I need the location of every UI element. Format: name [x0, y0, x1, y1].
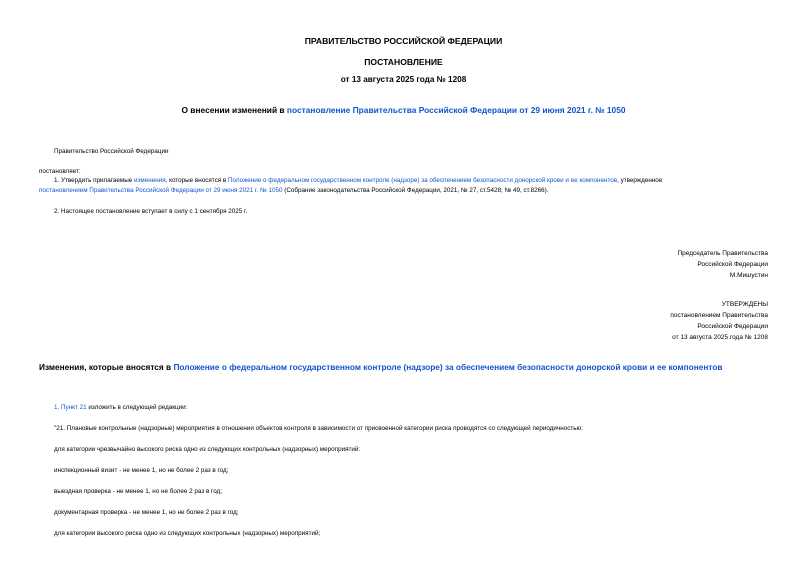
item-1-text-b: , которые вносятся в: [165, 177, 229, 184]
item-1-text-c: , утвержденное: [617, 177, 663, 184]
document-type: ПОСТАНОВЛЕНИЕ: [364, 57, 443, 67]
approval-line-4: от 13 августа 2025 года № 1208: [672, 334, 768, 341]
paragraph-inspection-visit: инспекционный визит - не менее 1, но не более 2 раз в год;: [54, 467, 229, 474]
resolution-1050-link[interactable]: постановление Правительства Российской Федерации от 29 июня 2021 г. № 1050: [286, 105, 626, 115]
item-1-line-2: [39, 186, 548, 195]
signature-country: Российской Федерации: [697, 261, 768, 268]
item-1-text-d: (Собрание законодательства Российской Федерации, 2021, № 27, ст.5428; № 49, ст.8266).: [282, 187, 549, 194]
changes-title: [39, 362, 723, 372]
paragraph-document-inspection: документарная проверка - не менее 1, но не более 2 раз в год;: [54, 509, 239, 516]
item-1-line-1: [54, 176, 662, 185]
point-21-link[interactable]: Пункт 21: [61, 404, 87, 411]
change-item-1: [54, 403, 187, 412]
resolves-line: постановляет:: [39, 168, 81, 175]
approval-block: [670, 299, 768, 343]
paragraph-field-inspection: выездная проверка - не менее 1, но не более 2 раз в год;: [54, 488, 222, 495]
change-item-1-text: изложить в следующей редакции:: [86, 404, 188, 411]
approval-line-2: постановлением Правительства: [670, 312, 768, 319]
changes-link[interactable]: изменения: [134, 177, 166, 184]
paragraph-extreme-risk: для категории чрезвычайно высокого риска одно из следующих контрольных (надзорных) мероприятий:: [54, 446, 361, 453]
document-date-number: от 13 августа 2025 года № 1208: [340, 75, 467, 84]
government-heading: ПРАВИТЕЛЬСТВО РОССИЙСКОЙ ФЕДЕРАЦИИ: [304, 36, 503, 46]
document-title-text: О внесении изменений в: [181, 105, 287, 115]
resolution-1050-ref-link[interactable]: постановлением Правительства Российской Федерации от 29 июня 2021 г. № 1050: [39, 187, 283, 194]
approval-heading: УТВЕРЖДЕНЫ: [721, 301, 768, 308]
item-2: 2. Настоящее постановление вступает в силу с 1 сентября 2025 г.: [54, 208, 248, 215]
paragraph-high-risk: для категории высокого риска одно из следующих контрольных (надзорных) мероприятий;: [54, 530, 321, 537]
changes-regulation-link[interactable]: Положение о федеральном государственном контроле (надзоре) за обеспечением безопасности донорской крови и ее компонентов: [173, 362, 723, 372]
changes-title-text: Изменения, которые вносятся в: [39, 362, 174, 372]
signature-position: Председатель Правительства: [677, 250, 768, 257]
document-title: [0, 105, 807, 115]
change-item-number: 1.: [54, 404, 62, 411]
item-1-text-a: 1. Утвердить прилагаемые: [54, 177, 134, 184]
signature-block: [677, 248, 768, 281]
paragraph-21: "21. Плановые контрольные (надзорные) мероприятия в отношении объектов контроля в зависимости от присвоенной категории риска проводятся со следующей периодичностью:: [54, 425, 583, 432]
signature-name: М.Мишустин: [729, 272, 768, 279]
government-line: Правительство Российской Федерации: [54, 148, 169, 155]
regulation-link[interactable]: Положение о федеральном государственном контроле (надзоре) за обеспечением безопасности донорской крови и ее компонентов: [228, 177, 618, 184]
approval-line-3: Российской Федерации: [697, 323, 768, 330]
